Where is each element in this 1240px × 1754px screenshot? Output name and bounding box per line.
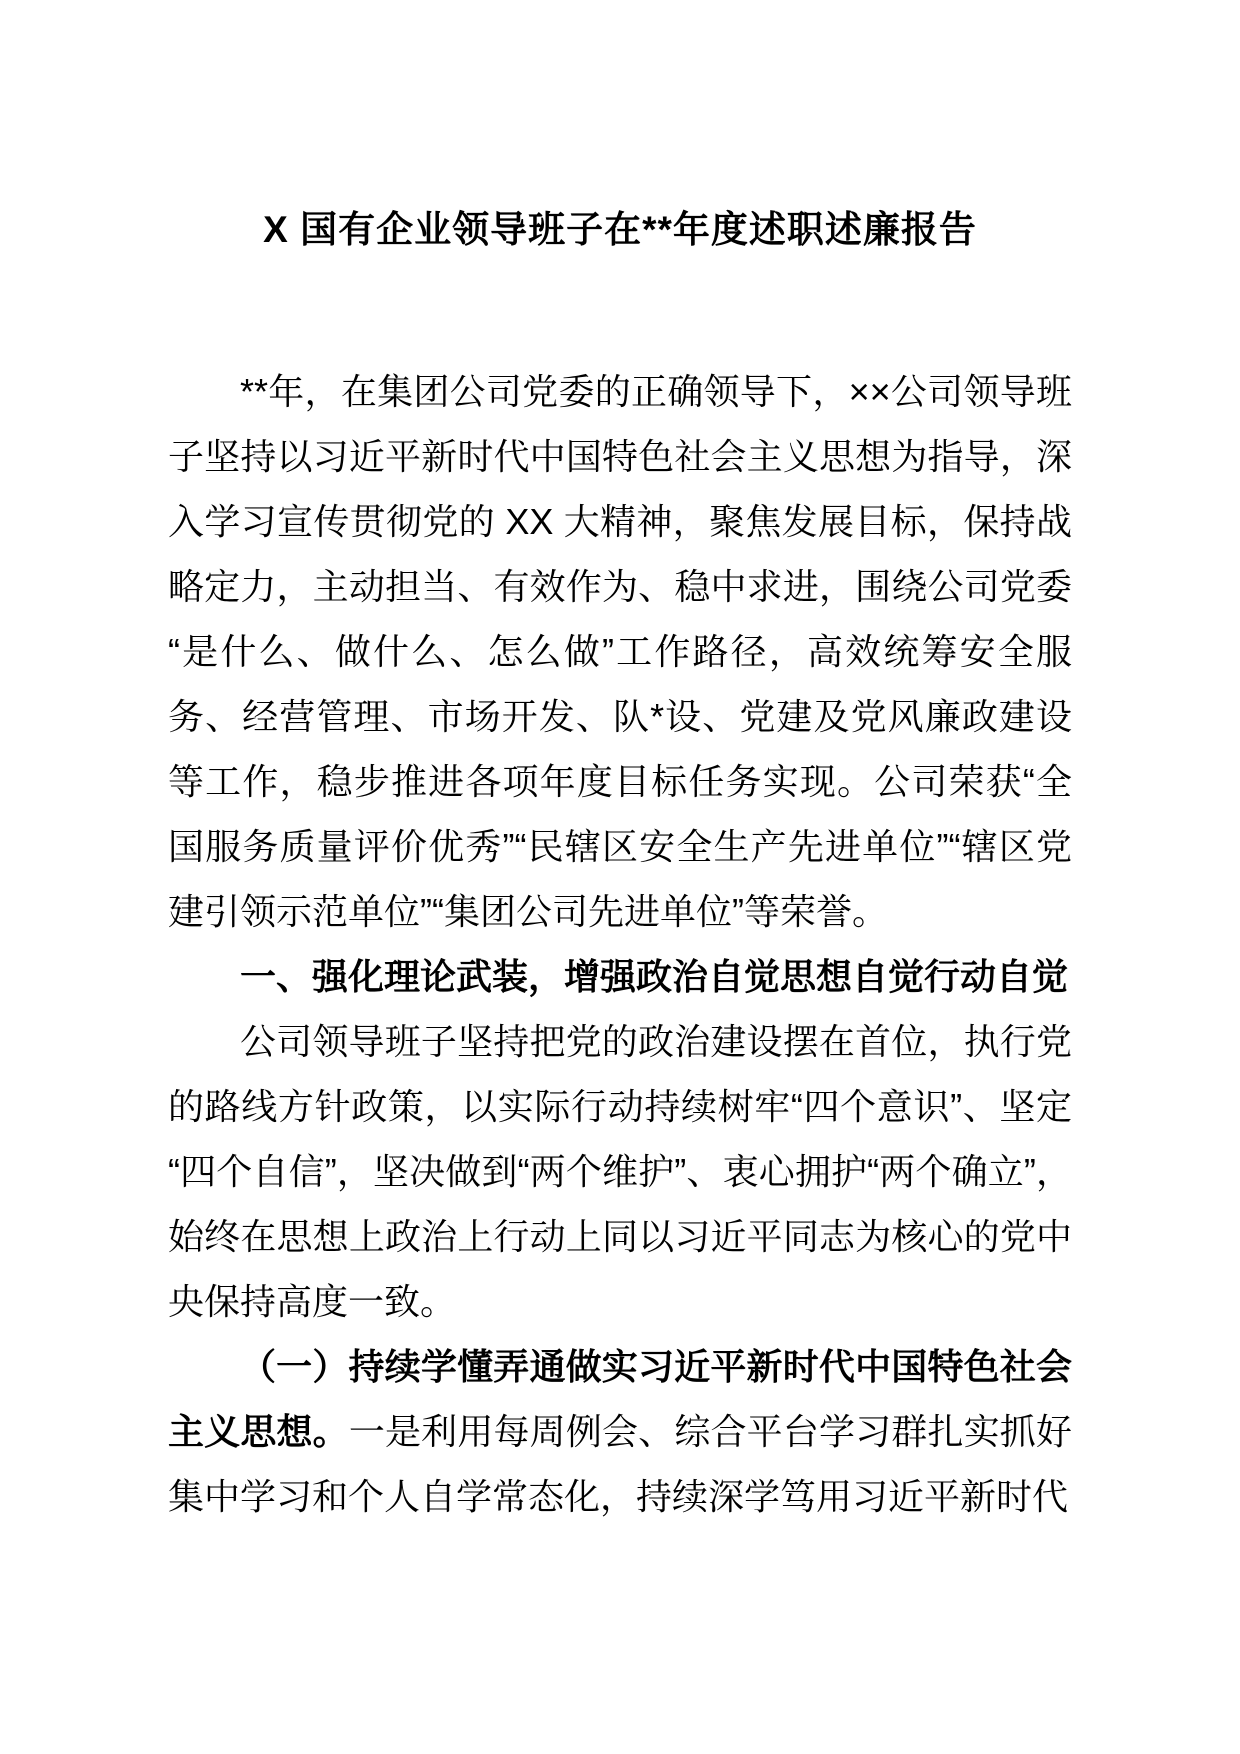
section-1-paragraph: 公司领导班子坚持把党的政治建设摆在首位，执行党的路线方针政策，以实际行动持续树牢“四个意识”、坚定“四个自信”，坚决做到“两个维护”、衷心拥护“两个确立”，始终在思想上政治上行动上同以习近平同志为核心的党中央保持高度一致。 [168,1021,1072,1322]
intro-paragraph: **年，在集团公司党委的正确领导下，××公司领导班子坚持以习近平新时代中国特色社会主义思想为指导，深入学习宣传贯彻党的 XX 大精神，聚焦发展目标，保持战略定力，主动担当、有效作为、稳中求进，围绕公司党委“是什么、做什么、怎么做”工作路径，高效统筹安全服务、经营管理、市场开发、队*设、党建及党风廉政建设等工作，稳步推进各项年度目标任务实现。公司荣获“全国服务质量评价优秀”“民辖区安全生产先进单位”“辖区党建引领示范单位”“集团公司先进单位”等荣誉。 [168,371,1072,932]
subsection-1-paragraph [168,1334,1072,1529]
document-title: X 国有企业领导班子在**年度述职述廉报告 [263,209,977,250]
subsection-1-lead: （一）持续学懂弄通做实习近平新时代中国特色社会主义思想。 [168,1346,1072,1452]
document-body [0,359,1240,1529]
section-1-heading: 一、强化理论武装，增强政治自觉思想自觉行动自觉 [240,956,1069,997]
subsection-1-body: 一是利用每周例会、综合平台学习群扎实抓好集中学习和个人自学常态化，持续深学笃用习近平新时代 [168,1411,1072,1517]
